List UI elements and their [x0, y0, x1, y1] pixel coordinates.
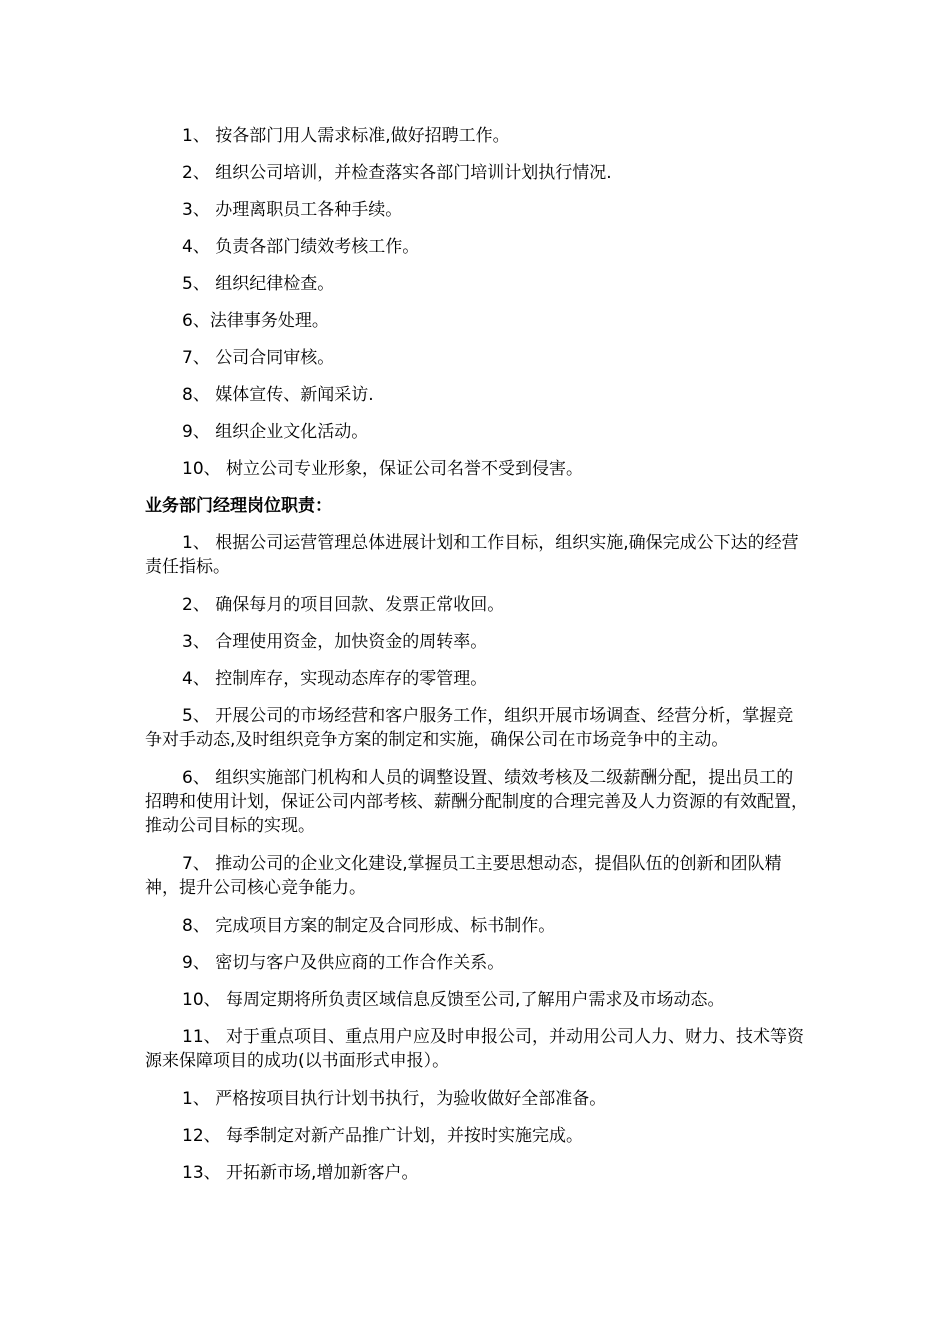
- hr-duty-2: 2、 组织公司培训，并检查落实各部门培训计划执行情况.: [182, 163, 612, 183]
- hr-duty-3: 3、 办理离职员工各种手续。: [182, 200, 403, 220]
- hr-duty-4: 4、 负责各部门绩效考核工作。: [182, 237, 420, 257]
- hr-duty-10: 10、 树立公司专业形象，保证公司名誉不受到侵害。: [182, 459, 584, 479]
- hr-duty-8: 8、 媒体宣传、新闻采访.: [182, 385, 374, 405]
- sales-duty-8: 8、 完成项目方案的制定及合同形成、标书制作。: [182, 916, 556, 936]
- hr-duty-9: 9、 组织企业文化活动。: [182, 422, 369, 442]
- sales-duty-6: 6、 组织实施部门机构和人员的调整设置、绩效考核及二级薪酬分配，提出员工的招聘和使用计划，保证公司内部考核、薪酬分配制度的合理完善及人力资源的有效配置，推动公司目标的实现。: [145, 768, 808, 836]
- sales-duty-4: 4、 控制库存，实现动态库存的零管理。: [182, 669, 488, 689]
- hr-duty-1: 1、 按各部门用人需求标准,做好招聘工作。: [182, 126, 510, 146]
- sales-duty-7: 7、 推动公司的企业文化建设,掌握员工主要思想动态，提倡队伍的创新和团队精神，提升公司核心竞争能力。: [145, 854, 782, 898]
- hr-duty-5: 5、 组织纪律检查。: [182, 274, 335, 294]
- sales-duty-1: 1、 根据公司运营管理总体进展计划和工作目标，组织实施,确保完成公下达的经营责任指标。: [145, 533, 799, 577]
- sales-duty-12: 12、 每季制定对新产品推广计划，并按时实施完成。: [182, 1126, 584, 1146]
- hr-duty-7: 7、 公司合同审核。: [182, 348, 335, 368]
- sales-duty-11b: 1、 严格按项目执行计划书执行，为验收做好全部准备。: [182, 1089, 607, 1109]
- sales-duty-2: 2、 确保每月的项目回款、发票正常收回。: [182, 595, 505, 615]
- sales-duty-3: 3、 合理使用资金，加快资金的周转率。: [182, 632, 488, 652]
- section-heading: 业务部门经理岗位职责：: [145, 496, 332, 516]
- sales-duty-11: 11、 对于重点项目、重点用户应及时申报公司，并动用公司人力、财力、技术等资源来保障项目的成功(以书面形式申报）。: [145, 1027, 805, 1071]
- sales-duty-5: 5、 开展公司的市场经营和客户服务工作，组织开展市场调查、经营分析，掌握竞争对手动态,及时组织竞争方案的制定和实施，确保公司在市场竞争中的主动。: [145, 706, 794, 750]
- document-body: [145, 124, 810, 1198]
- sales-duty-10: 10、 每周定期将所负责区域信息反馈至公司,了解用户需求及市场动态。: [182, 990, 725, 1010]
- hr-duty-6: 6、法律事务处理。: [182, 311, 329, 331]
- sales-duty-9: 9、 密切与客户及供应商的工作合作关系。: [182, 953, 505, 973]
- sales-duty-13: 13、 开拓新市场,增加新客户。: [182, 1163, 419, 1183]
